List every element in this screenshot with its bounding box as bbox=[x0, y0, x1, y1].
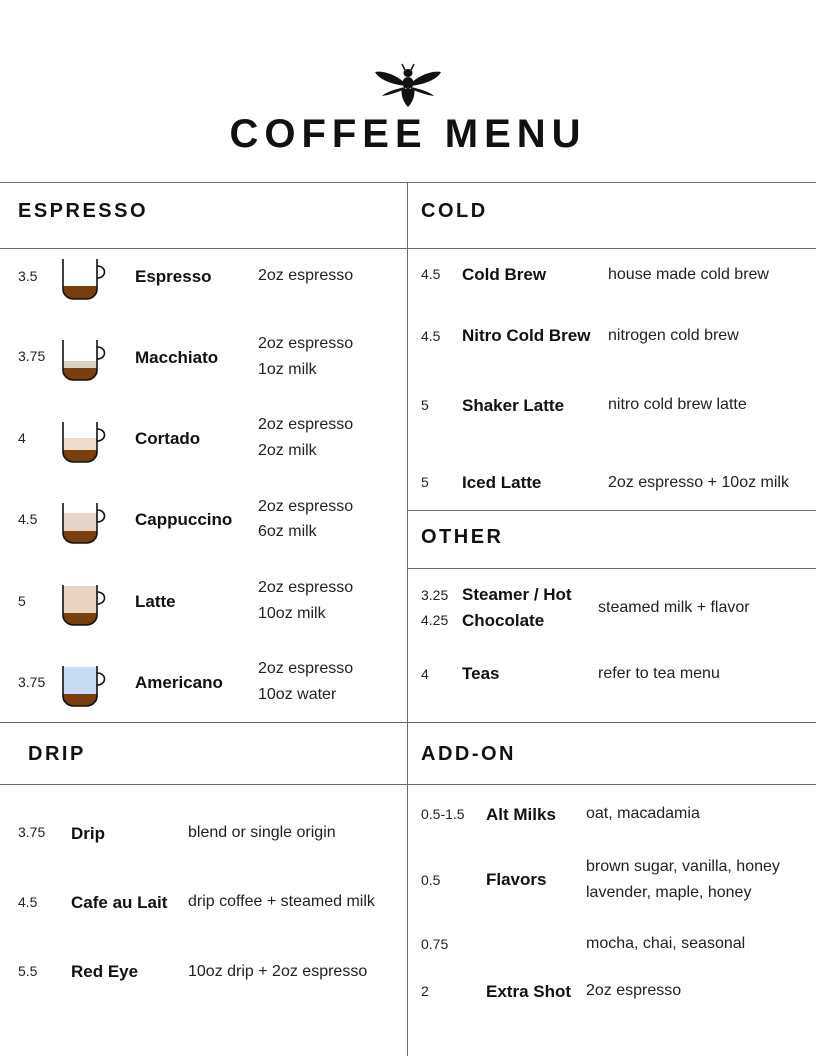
item-desc: nitro cold brew latte bbox=[608, 396, 747, 413]
item-desc: 2oz espresso bbox=[258, 416, 354, 433]
item-name: Red Eye bbox=[71, 962, 139, 981]
item-name: Latte bbox=[135, 592, 176, 611]
item-desc: steamed milk + flavor bbox=[598, 599, 750, 616]
item-name: Cortado bbox=[135, 429, 201, 448]
item-desc: oat, macadamia bbox=[586, 805, 700, 822]
item-price: 3.75 bbox=[18, 674, 46, 690]
item-name: Nitro Cold Brew bbox=[462, 326, 591, 345]
item-price: 5.5 bbox=[18, 963, 38, 979]
item-desc: house made cold brew bbox=[608, 266, 769, 283]
item-price: 0.5-1.5 bbox=[421, 806, 465, 822]
section-title-cold: COLD bbox=[421, 200, 488, 222]
section-title-other: OTHER bbox=[421, 526, 504, 548]
divider bbox=[408, 510, 816, 511]
item-desc: 10oz drip + 2oz espresso bbox=[188, 963, 368, 980]
item-name: Cold Brew bbox=[462, 265, 547, 284]
item-price: 4 bbox=[421, 666, 429, 682]
divider bbox=[0, 182, 816, 183]
latte-cup-icon bbox=[60, 582, 110, 630]
item-price: 2 bbox=[421, 983, 429, 999]
bee-icon bbox=[372, 62, 444, 108]
item-name: Flavors bbox=[486, 870, 547, 889]
item-desc: refer to tea menu bbox=[598, 665, 720, 682]
item-name: Americano bbox=[135, 673, 223, 692]
item-desc: 2oz espresso bbox=[586, 982, 682, 999]
item-price: 5 bbox=[421, 397, 429, 413]
divider bbox=[0, 722, 816, 723]
item-price: 4.5 bbox=[421, 266, 441, 282]
item-desc: drip coffee + steamed milk bbox=[188, 893, 375, 910]
section-title-drip: DRIP bbox=[28, 743, 86, 765]
item-desc: 1oz milk bbox=[258, 361, 317, 378]
item-desc: 10oz water bbox=[258, 686, 337, 703]
item-price: 4.25 bbox=[421, 612, 449, 628]
divider bbox=[0, 784, 816, 785]
item-name: Iced Latte bbox=[462, 473, 542, 492]
item-price: 0.75 bbox=[421, 936, 449, 952]
divider bbox=[0, 248, 816, 249]
item-name: Cafe au Lait bbox=[71, 893, 168, 912]
item-name: Shaker Latte bbox=[462, 396, 565, 415]
item-desc: 2oz espresso bbox=[258, 579, 354, 596]
item-price: 3.75 bbox=[18, 824, 46, 840]
item-name: Steamer / Hot bbox=[462, 585, 572, 604]
divider bbox=[408, 568, 816, 569]
item-desc: 2oz espresso + 10oz milk bbox=[608, 474, 789, 491]
item-desc: 2oz espresso bbox=[258, 660, 354, 677]
item-price: 4 bbox=[18, 430, 26, 446]
item-desc: 2oz espresso bbox=[258, 267, 354, 284]
cortado-cup-icon bbox=[60, 419, 110, 467]
item-desc: blend or single origin bbox=[188, 824, 336, 841]
page-title: COFFEE MENU bbox=[229, 112, 587, 156]
americano-cup-icon bbox=[60, 663, 110, 711]
item-desc: nitrogen cold brew bbox=[608, 327, 739, 344]
item-price: 5 bbox=[421, 474, 429, 490]
item-desc: 2oz milk bbox=[258, 442, 317, 459]
item-price: 4.5 bbox=[421, 328, 441, 344]
item-name: Chocolate bbox=[462, 611, 545, 630]
espresso-cup-icon bbox=[60, 256, 110, 304]
item-name: Drip bbox=[71, 824, 105, 843]
macchiato-cup-icon bbox=[60, 337, 110, 385]
item-desc: 6oz milk bbox=[258, 523, 317, 540]
item-price: 4.5 bbox=[18, 511, 38, 527]
item-name: Alt Milks bbox=[486, 805, 556, 824]
item-price: 3.25 bbox=[421, 587, 449, 603]
item-price: 3.75 bbox=[18, 348, 46, 364]
item-desc: lavender, maple, honey bbox=[586, 884, 752, 901]
item-price: 4.5 bbox=[18, 894, 38, 910]
item-name: Extra Shot bbox=[486, 982, 572, 1001]
cappuccino-cup-icon bbox=[60, 500, 110, 548]
item-name: Cappuccino bbox=[135, 510, 233, 529]
item-name: Espresso bbox=[135, 267, 212, 286]
item-price: 3.5 bbox=[18, 268, 38, 284]
item-price: 0.5 bbox=[421, 872, 441, 888]
item-price: 5 bbox=[18, 593, 26, 609]
item-name: Macchiato bbox=[135, 348, 219, 367]
item-desc: brown sugar, vanilla, honey bbox=[586, 858, 780, 875]
item-desc: 2oz espresso bbox=[258, 335, 354, 352]
item-desc: 2oz espresso bbox=[258, 498, 354, 515]
item-desc: 10oz milk bbox=[258, 605, 326, 622]
section-title-addon: ADD-ON bbox=[421, 743, 516, 765]
section-title-espresso: ESPRESSO bbox=[18, 200, 149, 222]
column-divider bbox=[407, 182, 408, 1056]
item-name: Teas bbox=[462, 664, 500, 683]
item-desc: mocha, chai, seasonal bbox=[586, 935, 746, 952]
